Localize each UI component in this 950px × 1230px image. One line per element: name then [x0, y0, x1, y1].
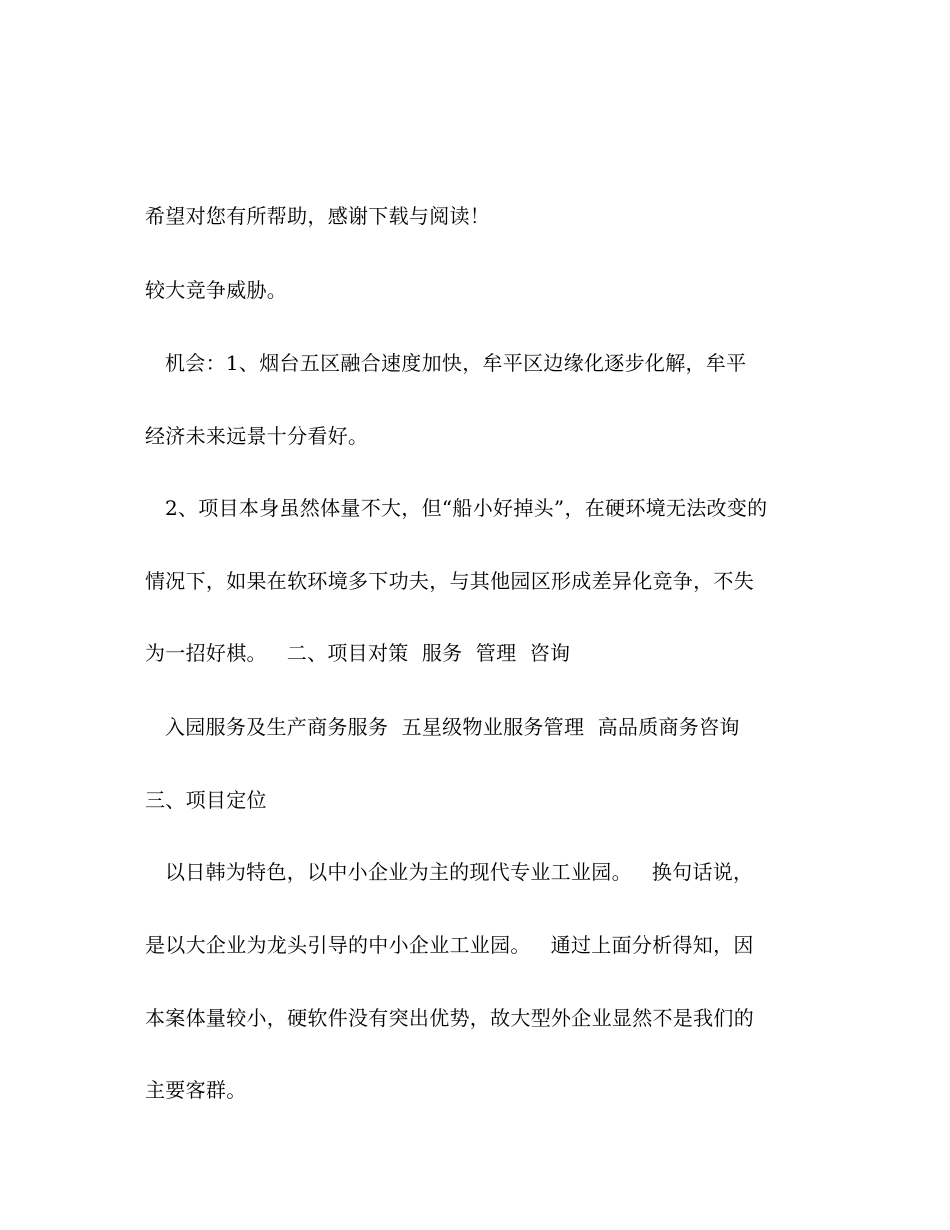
text-line: 希望对您有所帮助，感谢下载与阅读！ — [145, 204, 491, 228]
text-line: 本案体量较小，硬软件没有突出优势，故大型外企业显然不是我们的 — [145, 1006, 754, 1030]
text-line: 机会：1、烟台五区融合速度加快，牟平区边缘化逐步化解，牟平 — [145, 351, 747, 375]
text-line: 2、项目本身虽然体量不大，但“船小好掉头”，在硬环境无法改变的 — [145, 496, 768, 520]
section-heading: 三、项目定位 — [145, 788, 267, 812]
text-line: 入园服务及生产商务服务 五星级物业服务管理 高品质商务咨询 — [145, 715, 740, 739]
text-line: 为一招好棋。 二、项目对策 服务 管理 咨询 — [145, 641, 571, 665]
text-line: 是以大企业为龙头引导的中小企业工业园。 通过上面分析得知，因 — [145, 933, 754, 957]
text-line: 主要客群。 — [145, 1078, 247, 1102]
text-line: 以日韩为特色，以中小企业为主的现代专业工业园。 换句话说， — [145, 860, 754, 884]
text-line: 较大竞争威胁。 — [145, 278, 288, 302]
text-line: 经济未来远景十分看好。 — [145, 424, 369, 448]
text-line: 情况下，如果在软环境多下功夫，与其他园区形成差异化竞争，不失 — [145, 569, 754, 593]
